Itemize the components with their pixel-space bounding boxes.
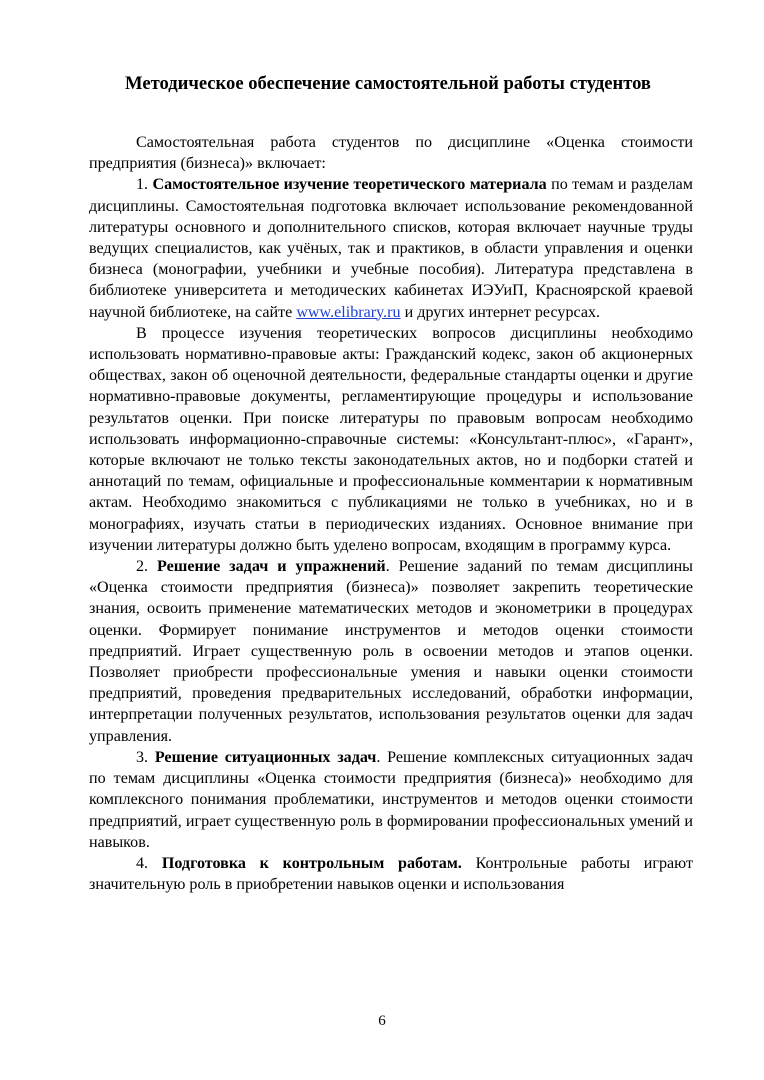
intro-paragraph: Самостоятельная работа студентов по дисциплине «Оценка стоимости предприятия (бизнеса)» включает: [89, 134, 693, 173]
item-1-paragraph [89, 174, 693, 322]
item-2-heading: Решение задач и упражнений [157, 558, 386, 576]
item-1-text: по темам и разделам дисциплины. Самостоятельная подготовка включает использование рекомендованной литературы основного и дополнительного списков, которая включает научные труды ведущих специалистов, как учёных, так и практиков, в области управления и оценки бизнеса (монографии, учебники и учебные пособия). Литература представлена в библиотеке университета и методических кабинетах ИЭУиП, Красноярской краевой научной библиотеке, на сайте [89, 176, 693, 321]
item-1-text-end: и других интернет ресурсах. [404, 303, 601, 321]
item-4-text: Контрольные работы играют значительную роль в приобретении навыков оценки и использования [89, 854, 694, 894]
item-4-paragraph [89, 853, 693, 895]
page-title: Методическое обеспечение самостоятельной работы студентов [125, 73, 651, 94]
legal-acts-paragraph: В процессе изучения теоретических вопросов дисциплины необходимо использовать нормативно-правовые акты: Гражданский кодекс, закон об акционерных обществах, закон об оценочной деятельности, федеральные стандарты оценки и другие нормативно-правовые документы, регламентирующие процедуры и использование результатов оценки. При поиске литературы по правовым вопросам необходимо использовать информационно-справочные системы: «Консультант-плюс», «Гарант», которые включают не только тексты законодательных актов, но и подборки статей и аннотаций по темам, официальные и профессиональные комментарии к нормативным актам. Необходимо знакомиться с публикациями не только в учебниках, но и в монографиях, изучать статьи в периодических изданиях. Основное внимание при изучении литературы должно быть уделено вопросам, входящим в программу курса. [89, 324, 693, 554]
item-3-text: . Решение комплексных ситуационных задач по темам дисциплины «Оценка стоимости предприятия (бизнеса)» необходимо для комплексного понимания проблематики, инструментов и методов оценки стоимости предприятий, играет существенную роль в формировании профессиональных умений и навыков. [89, 748, 693, 851]
document-body [89, 132, 693, 895]
item-2-number: 2. [136, 558, 149, 576]
item-2-text: . Решение заданий по темам дисциплины «Оценка стоимости предприятия (бизнеса)» позволяет закрепить теоретические знания, освоить применение математических методов и эконометрики в процедурах оценки. Формирует понимание инструментов и методов оценки стоимости предприятий. Играет существенную роль в освоении методов и этапов оценки. Позволяет приобрести профессиональные умения и навыки оценки стоимости предприятий, проведения предварительных исследований, обработки информации, интерпретации полученных результатов, использования результатов оценки для задач управления. [89, 558, 693, 745]
item-1-number: 1. [136, 176, 149, 194]
item-2-paragraph [89, 556, 693, 747]
item-3-paragraph [89, 747, 693, 853]
item-4-heading: Подготовка к контрольным работам. [161, 854, 462, 872]
page-number: 6 [378, 1013, 386, 1029]
elibrary-link[interactable]: www.elibrary.ru [296, 303, 401, 321]
item-3-number: 3. [136, 748, 149, 766]
item-1-heading: Самостоятельное изучение теоретического материала [152, 176, 547, 194]
item-3-heading: Решение ситуационных задач [154, 748, 377, 766]
item-4-number: 4. [136, 854, 149, 872]
